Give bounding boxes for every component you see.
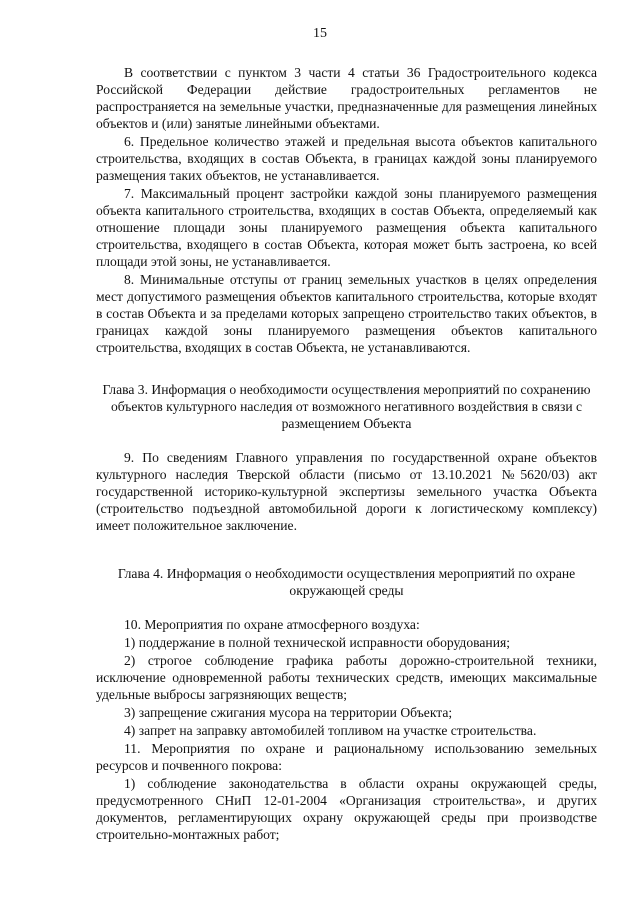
paragraph-8-setbacks: 8. Минимальные отступы от границ земельных участков в целях определения мест допустимого размещения объектов капитального строительства, которые входят в состав Объекта и за пределами которых запрещено строительство таких объектов, в границах каждой зоны планируемого размещения объектов капитального строительства, входящих в состав Объекта, не устанавливаются. (96, 272, 597, 355)
item-11-land-measures: 11. Мероприятия по охране и рациональному использованию земельных ресурсов и почвенного покрова: (96, 741, 597, 773)
item-10-3: 3) запрещение сжигания мусора на территории Объекта; (124, 705, 453, 720)
page-number: 15 (313, 26, 327, 41)
paragraph-urban-code: В соответствии с пунктом 3 части 4 статьи 36 Градостроительного кодекса Российской Федерации действие градостроительных регламентов не распространяется на земельные участки, предназначенные для размещения линейных объектов и (или) занятые линейными объектами. (96, 65, 597, 131)
item-10-1: 1) поддержание в полной технической исправности оборудования; (124, 635, 511, 650)
item-11-1: 1) соблюдение законодательства в области охраны окружающей среды, предусмотренного СНиП 12-01-2004 «Организация строительства», и других документов, регламентирующих охрану окружающей среды при производстве строительно-монтажных работ; (96, 776, 597, 842)
document-body (96, 64, 597, 843)
item-10-2: 2) строгое соблюдение графика работы дорожно-строительной техники, исключение одновременной работы технических средств, имеющих максимальные удельные выбросы загрязняющих веществ; (96, 653, 597, 702)
paragraph-7-build-percent: 7. Максимальный процент застройки каждой зоны планируемого размещения объекта капитального строительства, входящих в состав Объекта, определяемый как отношение площади зоны планируемого размещения объекта капитального строительства, входящего в состав Объекта, которая может быть застроена, ко всей площади этой зоны, не устанавливается. (96, 186, 597, 269)
paragraph-6-floors: 6. Предельное количество этажей и предельная высота объектов капитального строительства, входящих в состав Объекта, в границах каждой зоны планируемого размещения таких объектов, не устанавливается. (96, 134, 597, 183)
chapter-4-heading: Глава 4. Информация о необходимости осуществления мероприятий по охране окружающей среды (117, 566, 576, 598)
item-10-4: 4) запрет на заправку автомобилей топливом на участке строительства. (124, 723, 537, 738)
item-10-air-measures: 10. Мероприятия по охране атмосферного воздуха: (124, 617, 420, 632)
paragraph-9-cultural-heritage: 9. По сведениям Главного управления по государственной охране объектов культурного наследия Тверской области (письмо от 13.10.2021 №5620/03) акт государственной историко-культурной экспертизы земельного участка Объекта (строительство подъездной автомобильной дороги к логистическому комплексу) имеет положительное заключение. (96, 450, 597, 533)
chapter-3-heading: Глава 3. Информация о необходимости осуществления мероприятий по сохранению объектов культурного наследия от возможного негативного воздействия в связи с размещением Объекта (102, 382, 591, 431)
